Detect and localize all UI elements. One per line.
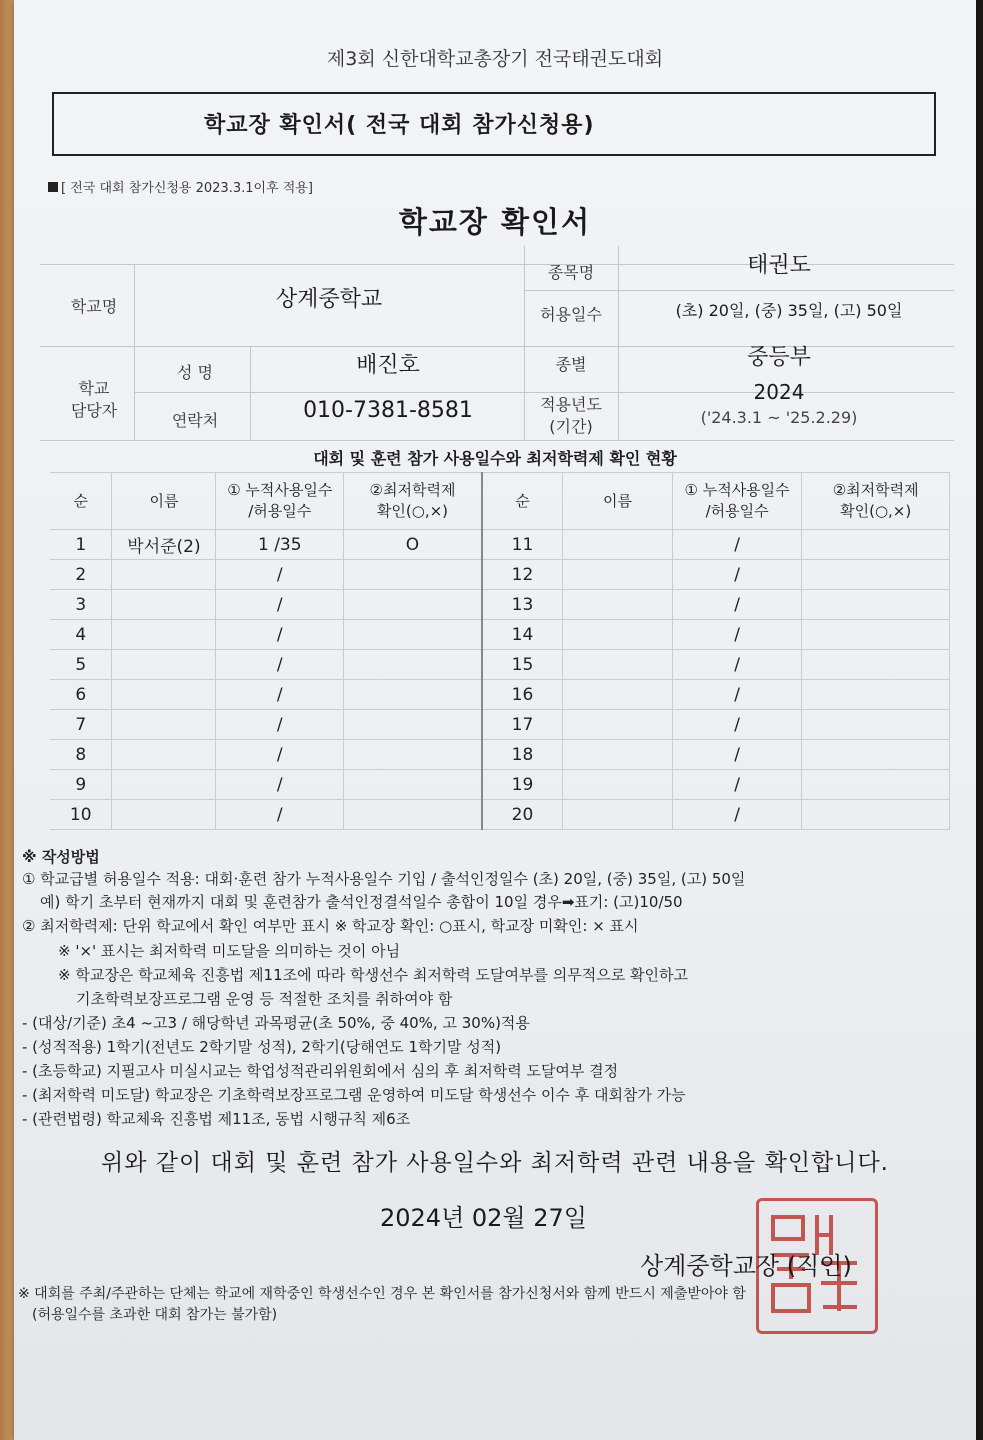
row-edu [344,560,482,590]
table-row [50,770,950,800]
usage-table [50,472,950,830]
table-header-row [50,473,950,530]
header-days-right [672,473,801,530]
row-no: 2 [50,560,112,590]
method-line-6: 기초학력보장프로그램 운영 등 적절한 조치를 취하여야 함 [76,990,453,1008]
row-no: 4 [50,620,112,650]
info-vline-1 [134,264,135,440]
row-name [112,590,216,620]
row-name [112,650,216,680]
row-no: 11 [482,530,563,560]
table-row [50,650,950,680]
info-vline-2 [250,346,251,440]
row-name [563,650,673,680]
row-no: 8 [50,740,112,770]
row-days: / [216,710,344,740]
method-line-3: ② 최저학력제: 단위 학교에서 확인 여부만 표시 ※ 학교장 확인: ○표시, 학교장 미확인: × 표시 [22,917,639,935]
row-name [112,770,216,800]
sport-value: 태권도 [747,253,811,278]
row-no: 16 [482,680,563,710]
box-title: 학교장 확인서( 전국 대회 참가신청용) [204,113,595,138]
sport-label: 종목명 [547,263,595,282]
footer-note-1: ※ 대회를 주최/주관하는 단체는 학교에 재학중인 학생선수인 경우 본 확인서를 참가신청서와 함께 반드시 제출받아야 함 [18,1286,746,1302]
row-name [112,620,216,650]
row-no: 17 [482,710,563,740]
school-value: 상계중학교 [275,287,383,312]
row-days: / [672,800,801,830]
table-row [50,740,950,770]
row-edu [802,560,950,590]
method-line-9: - (초등학교) 지필고사 미실시교는 학업성적관리위원회에서 심의 후 최저학력 도달여부 결정 [22,1062,619,1080]
row-days: / [672,680,801,710]
method-line-4: ※ '×' 표시는 최저학력 미도달을 의미하는 것이 아님 [58,942,401,960]
school-label: 학교명 [70,297,118,316]
row-name [112,560,216,590]
allowed-days-label: 허용일수 [540,305,602,324]
row-days: / [672,770,801,800]
row-name [563,530,673,560]
row-no: 13 [482,590,563,620]
method-line-1: ① 학교급별 허용일수 적용: 대회·훈련 참가 누적사용일수 기입 / 출석인정일수 (초) 20일, (중) 35일, (고) 50일 [22,870,746,888]
header-no-left: 순 [50,473,112,530]
row-name [112,740,216,770]
row-days: / [672,530,801,560]
row-days: / [672,620,801,650]
name-value: 배진호 [356,353,420,378]
row-no: 20 [482,800,563,830]
header-days-left [216,473,344,530]
row-edu [344,800,482,830]
table-row [50,530,950,560]
row-name [563,740,673,770]
applicability-note [48,177,313,196]
document-page [14,0,976,1440]
row-no: 7 [50,710,112,740]
row-days: / [672,740,801,770]
row-edu [802,620,950,650]
row-edu [802,530,950,560]
row-edu [344,620,482,650]
row-no: 5 [50,650,112,680]
row-name [112,680,216,710]
footer-note-2: (허용일수를 초과한 대회 참가는 불가함) [32,1307,278,1323]
row-name [563,800,673,830]
row-edu [344,650,482,680]
method-line-8: - (성적적용) 1학기(전년도 2학기말 성적), 2학기(당해연도 1학기말 성적) [22,1038,502,1056]
table-row [50,800,950,830]
row-name [563,620,673,650]
confirmation-statement: 위와 같이 대회 및 훈련 참가 사용일수와 최저학력 관련 내용을 확인합니다. [101,1150,889,1176]
period-value: ('24.3.1 ~ '25.2.29) [700,408,858,427]
row-name [112,800,216,830]
row-days: / [216,650,344,680]
header-no-right: 순 [482,473,563,530]
row-name [112,710,216,740]
row-days: / [216,620,344,650]
event-title: 제3회 신한대학교총장기 전국태권도대회 [326,48,664,70]
row-no: 3 [50,590,112,620]
header-days-left-2: /허용일수 [248,502,312,520]
row-name [563,710,673,740]
header-edu-right-1: ②최저학력제 [832,481,919,499]
row-edu [802,650,950,680]
info-rule-right-1 [524,290,954,291]
row-edu [802,590,950,620]
row-no: 1 [50,530,112,560]
row-name [563,590,673,620]
table-row [50,560,950,590]
method-line-2: 예) 학기 초부터 현재까지 대회 및 훈련참가 출석인정결석일수 총합이 10일 경우➡표기: (고)10/50 [40,893,683,911]
row-edu [344,710,482,740]
row-days: / [216,800,344,830]
method-line-5: ※ 학교장은 학교체육 진흥법 제11조에 따라 학생선수 최저학력 도달여부를 의무적으로 확인하고 [58,966,688,984]
contact-value: 010-7381-8581 [303,398,473,423]
table-row [50,590,950,620]
issue-date: 2024년 02월 27일 [380,1204,587,1232]
row-no: 9 [50,770,112,800]
row-days: / [216,680,344,710]
method-heading: ※ 작성방법 [22,848,100,866]
header-name-left: 이름 [112,473,216,530]
header-name-right: 이름 [563,473,673,530]
staff-label-2: 담당자 [70,401,118,420]
row-edu [344,680,482,710]
row-days: / [216,770,344,800]
allowed-days-value: (초) 20일, (중) 35일, (고) 50일 [675,301,903,320]
footer-note [18,1284,746,1326]
row-days: / [672,650,801,680]
row-days: / [672,710,801,740]
header-edu-right [802,473,950,530]
row-no: 12 [482,560,563,590]
method-line-7: - (대상/기준) 초4 ~고3 / 해당학년 과목평균(초 50%, 중 40%, 고 30%)적용 [22,1014,530,1032]
table-row [50,620,950,650]
division-value: 중등부 [747,345,811,370]
row-no: 19 [482,770,563,800]
row-edu [802,710,950,740]
row-days: / [672,560,801,590]
row-no: 14 [482,620,563,650]
table-row [50,710,950,740]
info-vline-4 [618,246,619,440]
header-edu-left-2: 확인(○,×) [376,502,449,520]
row-no: 6 [50,680,112,710]
header-edu-left-1: ②최저학력제 [369,481,456,499]
row-no: 15 [482,650,563,680]
document-title: 학교장 확인서 [398,205,592,239]
principal-signature: 상계중학교장 (직인) [640,1252,852,1280]
method-line-11: - (관련법령) 학교체육 진흥법 제11조, 동법 시행규칙 제6조 [22,1110,411,1128]
header-days-right-2: /허용일수 [705,502,769,520]
row-edu [802,740,950,770]
header-days-right-1: ① 누적사용일수 [684,481,790,499]
info-vline-3 [524,246,525,440]
year-label-1: 적용년도 [540,395,602,414]
square-bullet-icon [48,182,58,192]
row-edu [802,770,950,800]
row-name [563,560,673,590]
method-line-10: - (최저학력 미도달) 학교장은 기초학력보장프로그램 운영하여 미도달 학생선수 이수 후 대회참가 가능 [22,1086,686,1104]
applicability-note-text: [ 전국 대회 참가신청용 2023.3.1이후 적용] [61,181,313,196]
row-no: 18 [482,740,563,770]
row-edu [344,590,482,620]
year-value: 2024 [753,380,805,404]
row-name [563,770,673,800]
header-edu-left [344,473,482,530]
row-edu [802,800,950,830]
row-edu [344,770,482,800]
header-days-left-1: ① 누적사용일수 [227,481,333,499]
row-name: 박서준(2) [112,530,216,560]
title-box [52,92,936,156]
info-rule-bottom [40,440,954,441]
row-edu [344,740,482,770]
contact-label: 연락처 [171,411,219,430]
header-edu-right-2: 확인(○,×) [840,502,912,520]
row-days: / [216,590,344,620]
staff-label-1: 학교 [78,379,110,398]
row-days: 1 /35 [216,530,344,560]
row-days: / [216,740,344,770]
name-label: 성 명 [177,363,213,382]
row-edu [802,680,950,710]
table-title: 대회 및 훈련 참가 사용일수와 최저학력제 확인 현황 [313,449,677,468]
division-label: 종별 [555,355,587,374]
year-label-2: (기간) [549,417,593,436]
row-days: / [672,590,801,620]
row-name [563,680,673,710]
row-no: 10 [50,800,112,830]
row-days: / [216,560,344,590]
row-edu: O [344,530,482,560]
table-row [50,680,950,710]
